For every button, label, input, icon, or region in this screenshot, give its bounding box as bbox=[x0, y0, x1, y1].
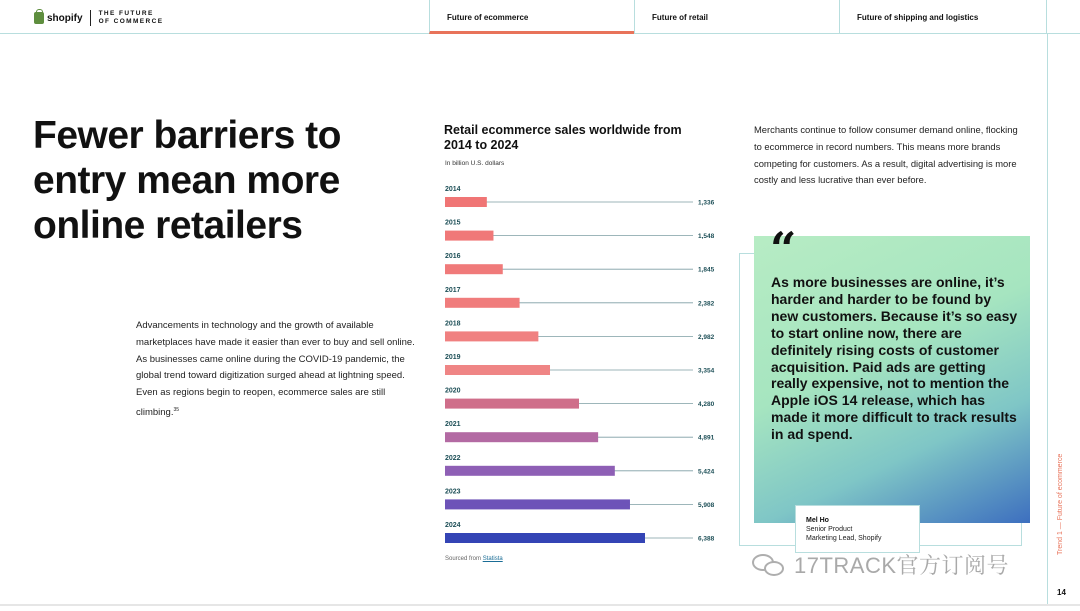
section-side-label: Trend 1 — Future of ecommerce bbox=[1057, 453, 1064, 555]
value-label-2016: 1,845 bbox=[698, 266, 715, 274]
bar-2020 bbox=[445, 399, 579, 409]
value-label-2023: 5,908 bbox=[698, 501, 715, 509]
author-name: Mel Ho bbox=[806, 517, 829, 524]
value-label-2014: 1,336 bbox=[698, 199, 715, 207]
right-margin-rule bbox=[1047, 34, 1048, 605]
author-role-line-1: Senior Product bbox=[806, 526, 853, 533]
bar-2018 bbox=[445, 331, 538, 341]
bottom-rule bbox=[0, 604, 1080, 606]
year-label-2020: 2020 bbox=[445, 387, 461, 395]
context-paragraph: Merchants continue to follow consumer demand online, flocking to ecommerce in record numbers. This means more brands competing for customers. As a result, digital advertising is more costly and less lucrative than ever before. bbox=[754, 124, 1018, 186]
value-label-2020: 4,280 bbox=[698, 401, 715, 409]
quote-mark-icon: “ bbox=[770, 222, 797, 276]
bar-2023 bbox=[445, 499, 630, 509]
page-number: 14 bbox=[1057, 588, 1066, 597]
year-label-2019: 2019 bbox=[445, 354, 461, 361]
chart-source bbox=[445, 556, 503, 562]
value-label-2017: 2,382 bbox=[698, 300, 715, 308]
bar-2022 bbox=[445, 466, 615, 476]
value-label-2018: 2,982 bbox=[698, 333, 715, 341]
year-label-2021: 2021 bbox=[445, 421, 461, 429]
source-link[interactable]: Statista bbox=[482, 556, 503, 562]
tagline-line-2: OF COMMERCE bbox=[98, 18, 164, 25]
page-headline: Fewer barriers to entry mean more online retailers bbox=[33, 114, 341, 247]
logo-tagline bbox=[99, 10, 164, 26]
year-label-2015: 2015 bbox=[445, 219, 461, 227]
intro-text: Advancements in technology and the growth of available marketplaces have made it easier than ever to buy and sell online. As businesses came online during the COVID-19 pandemic, the global trend toward digitization surged ahead at lightning speed. Even as regions begin to reopen, ecommerce sales are still climbing. bbox=[136, 320, 415, 419]
chart-subtitle: In billion U.S. dollars bbox=[445, 160, 505, 167]
year-label-2018: 2018 bbox=[445, 320, 461, 328]
value-label-2022: 5,424 bbox=[698, 468, 715, 476]
footnote-ref: 35 bbox=[173, 406, 180, 413]
tab-future-of-ecommerce[interactable]: Future of ecommerce bbox=[429, 0, 634, 34]
bar-2015 bbox=[445, 231, 493, 241]
year-label-2017: 2017 bbox=[445, 286, 461, 294]
bar-2014 bbox=[445, 197, 487, 207]
top-navigation-bar bbox=[0, 0, 1080, 34]
bar-2017 bbox=[445, 298, 520, 308]
bar-2021 bbox=[445, 432, 598, 442]
tagline-line-1: THE FUTURE bbox=[98, 10, 154, 17]
value-label-2019: 3,354 bbox=[698, 367, 715, 375]
source-prefix: Sourced from bbox=[445, 556, 482, 562]
value-label-2024: 6,388 bbox=[698, 535, 715, 543]
value-label-2021: 4,891 bbox=[698, 434, 715, 442]
year-label-2016: 2016 bbox=[445, 253, 461, 261]
shopify-bag-icon bbox=[34, 12, 44, 24]
wechat-watermark bbox=[752, 549, 1009, 580]
shopify-logo[interactable] bbox=[34, 10, 163, 26]
year-label-2014: 2014 bbox=[445, 186, 461, 193]
wechat-icon bbox=[752, 552, 786, 578]
logo-divider bbox=[90, 10, 91, 26]
bar-2019 bbox=[445, 365, 550, 375]
year-label-2023: 2023 bbox=[445, 488, 461, 496]
chart-title: Retail ecommerce sales worldwide from 2014 to 2024 bbox=[444, 123, 682, 152]
logo-wordmark: shopify bbox=[47, 12, 83, 24]
quote-attribution bbox=[795, 505, 920, 553]
ecommerce-sales-bar-chart bbox=[440, 178, 730, 550]
bar-2016 bbox=[445, 264, 503, 274]
year-label-2024: 2024 bbox=[445, 522, 461, 529]
value-label-2015: 1,548 bbox=[698, 233, 715, 241]
pull-quote: As more businesses are online, it’s harder and harder to be found by new customers. Because it’s so easy to start online now, there are definitely rising costs of customer acquisition. Paid ads are getting really expensive, not to mention the Apple iOS 14 release, which has made it more difficult to track results in ad spend. bbox=[771, 274, 1018, 443]
intro-paragraph bbox=[136, 318, 418, 422]
watermark-text: 17TRACK官方订阅号 bbox=[794, 553, 1010, 578]
tab-future-of-retail[interactable]: Future of retail bbox=[634, 0, 839, 34]
author-role-line-2: Marketing Lead, Shopify bbox=[806, 535, 882, 542]
year-label-2022: 2022 bbox=[445, 454, 461, 462]
bar-2024 bbox=[445, 533, 645, 543]
tab-future-of-shipping[interactable]: Future of shipping and logistics bbox=[839, 0, 1047, 34]
